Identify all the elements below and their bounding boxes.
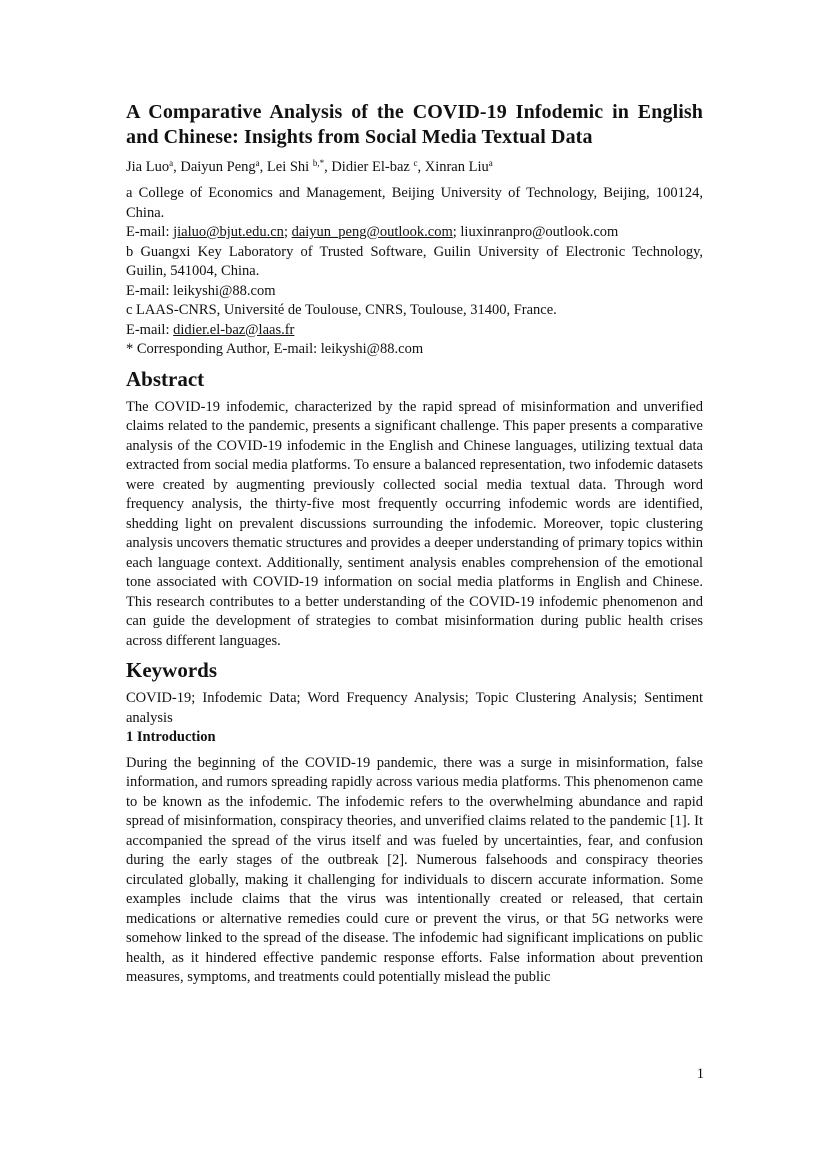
affiliation-b-email: E-mail: leikyshi@88.com	[126, 282, 276, 299]
paper-title: A Comparative Analysis of the COVID-19 Infodemic in English and Chinese: Insights from Social Media Textual Data	[126, 101, 703, 148]
affiliations	[126, 184, 703, 360]
introduction-text: During the beginning of the COVID-19 pandemic, there was a surge in misinformation, false information, and rumors spreading rapidly across various media platforms. This phenomenon came to be known as the infodemic. The infodemic refers to the overwhelming abundance and rapid spread of misinformation, conspiracy theories, and unverified claims related to the pandemic [1]. It accompanied the spread of the virus itself and was fueled by uncertainties, fear, and confusion during the early stages of the outbreak [2]. Numerous falsehoods and conspiracy theories circulated globally, making it challenging for individuals to discern accurate information. Some examples include claims that the virus was intentionally created or released, that certain medications or alternative remedies could cure or prevent the virus, or that 5G networks were somehow linked to the spread of the disease. The infodemic had significant implications on public health, as it hindered effective pandemic response efforts. False information about prevention measures, symptoms, and treatments could potentially mislead the public	[126, 754, 703, 985]
email-liuxinran: ; liuxinranpro@outlook.com	[452, 224, 619, 240]
abstract-text: The COVID-19 infodemic, characterized by the rapid spread of misinformation and unverified claims related to the pandemic, presents a significant challenge. This paper presents a comparative analysis of the COVID-19 infodemic in the English and Chinese languages, utilizing textual data extracted from social media platforms. To ensure a balanced representation, two infodemic datasets were created by augmenting previously collected social media textual data. Through word frequency analysis, the thirty-five most frequently occurring infodemic words are identified, shedding light on prevalent discussions surrounding the infodemic. Moreover, topic clustering analysis uncovers thematic structures and provides a deeper understanding of primary topics within each language context. Additionally, sentiment analysis enables comprehension of the emotional tone associated with COVID-19 information on social media platforms in English and Chinese. This research contributes to a better understanding of the COVID-19 infodemic phenomenon and can guide the development of strategies to combat misinformation during public health crises across different languages.	[126, 398, 703, 649]
email-prefix: E-mail:	[126, 321, 174, 338]
keywords-heading: Keywords	[126, 658, 217, 682]
author-affiliation-mark: c	[413, 158, 418, 168]
email-link-jialuo[interactable]: jialuo@bjut.edu.cn	[173, 224, 284, 240]
author-affiliation-mark: a	[488, 158, 493, 168]
affiliation-a-emails	[126, 223, 703, 243]
author-name: Lei Shi	[266, 159, 313, 175]
affiliation-a: a College of Economics and Management, Beijing University of Technology, Beijing, 100124, China.	[126, 185, 703, 221]
keywords-text: COVID-19; Infodemic Data; Word Frequency Analysis; Topic Clustering Analysis; Sentiment analysis	[126, 690, 703, 726]
affiliation-c: c LAAS-CNRS, Université de Toulouse, CNRS, Toulouse, 31400, France.	[126, 302, 557, 318]
email-link-daiyun[interactable]: daiyun_peng@outlook.com	[291, 224, 453, 240]
author-affiliation-mark: a	[255, 158, 260, 168]
email-prefix: E-mail:	[126, 224, 174, 240]
author-name: Daiyun Peng	[180, 159, 256, 175]
corresponding-author: * Corresponding Author, E-mail: leikyshi@88.com	[126, 341, 424, 357]
email-separator: ;	[283, 224, 292, 240]
affiliation-b: b Guangxi Key Laboratory of Trusted Software, Guilin University of Electronic Technology, Guilin, 541004, China.	[126, 243, 703, 279]
email-link-didier[interactable]: didier.el-baz@laas.fr	[173, 321, 295, 338]
author-name: Xinran Liu	[424, 159, 489, 175]
author-affiliation-mark: a	[169, 158, 174, 168]
page-number: 1	[696, 1066, 704, 1082]
introduction-heading: 1 Introduction	[126, 729, 216, 745]
affiliation-c-email	[126, 321, 703, 341]
paper-page	[126, 100, 703, 988]
author-list: Jia Luo$^a$, Daiyun Peng$^a$, Lei Shi $^{b,*}$, Didier El-baz $^c$, Xinran Liu$^a$	[126, 158, 493, 175]
author-affiliation-mark: b,*	[312, 158, 325, 168]
author-name: Jia Luo	[126, 159, 170, 175]
author-name: Didier El-baz	[331, 159, 414, 175]
abstract-heading: Abstract	[126, 366, 205, 391]
